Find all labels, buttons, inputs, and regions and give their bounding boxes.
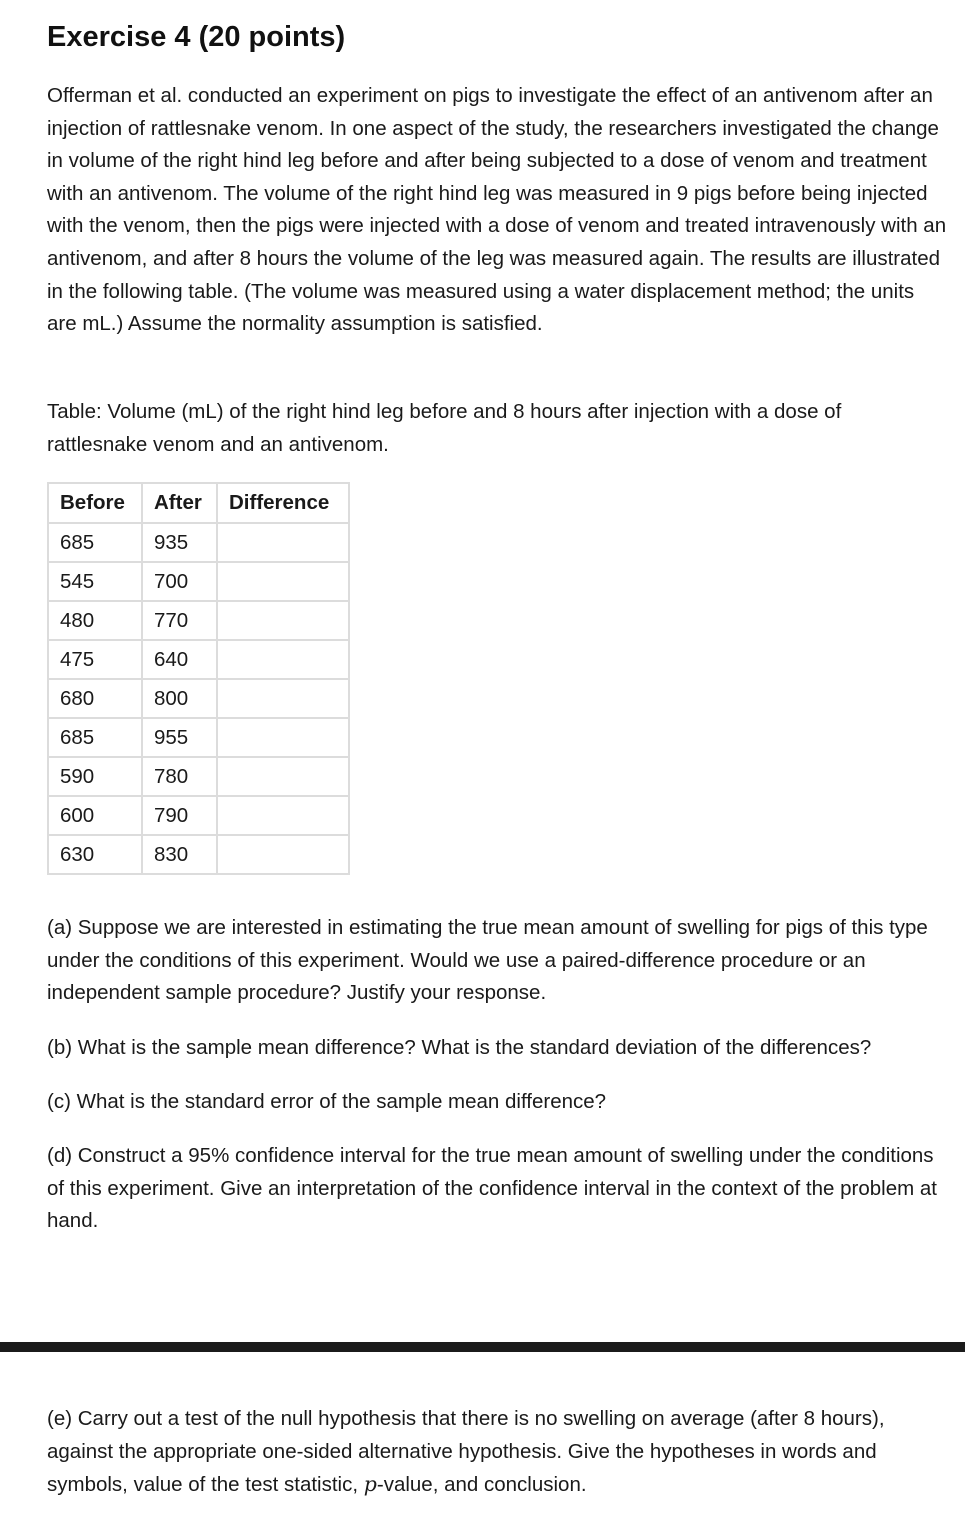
- cell-before: 480: [48, 601, 142, 640]
- question-e-text-start: (e) Carry out a test of the null hypothesis that there is no swelling on average (after 8 hours), against the appropriate one-sided alternative hypothesis. Give the hypotheses in words and symbols, value of the test statistic,: [47, 1407, 885, 1497]
- cell-after: 780: [142, 757, 217, 796]
- table-row: [48, 757, 349, 796]
- question-a: (a) Suppose we are interested in estimating the true mean amount of swelling for pigs of this type under the conditions of this experiment. Would we use a paired-difference procedure or an independent sample procedure? Justify your response.: [47, 916, 928, 1005]
- p-variable: p: [363, 1472, 377, 1497]
- header-before: Before: [48, 483, 142, 523]
- cell-before: 545: [48, 562, 142, 601]
- question-c: (c) What is the standard error of the sample mean difference?: [47, 1090, 607, 1113]
- cell-difference: [217, 679, 349, 718]
- question-e: [47, 1403, 947, 1502]
- intro-paragraph: Offerman et al. conducted an experiment on pigs to investigate the effect of an antivenom after an injection of rattlesnake venom. In one aspect of the study, the researchers investigated the change in volume of the right hind leg before and after being subjected to a dose of venom and treatment with an antivenom. The volume of the right hind leg was measured in 9 pigs before being injected with the venom, then the pigs were injected with a dose of venom and treated intravenously with an antivenom, and after 8 hours the volume of the leg was measured again. The results are illustrated in the following table. (The volume was measured using a water displacement method; the units are mL.) Assume the normality assumption is satisfied.: [47, 84, 947, 336]
- table-row: [48, 562, 349, 601]
- cell-after: 800: [142, 679, 217, 718]
- table-row: [48, 601, 349, 640]
- cell-difference: [217, 640, 349, 679]
- volume-table: [47, 482, 350, 875]
- cell-before: 475: [48, 640, 142, 679]
- cell-difference: [217, 718, 349, 757]
- cell-after: 640: [142, 640, 217, 679]
- exercise-title: Exercise 4 (20 points): [47, 21, 346, 53]
- table-row: [48, 679, 349, 718]
- cell-after: 790: [142, 796, 217, 835]
- cell-after: 955: [142, 718, 217, 757]
- table-row: [48, 796, 349, 835]
- question-b: (b) What is the sample mean difference? What is the standard deviation of the differences?: [47, 1036, 872, 1059]
- header-after: After: [142, 483, 217, 523]
- cell-after: 770: [142, 601, 217, 640]
- cell-difference: [217, 601, 349, 640]
- cell-after: 700: [142, 562, 217, 601]
- table-row: [48, 718, 349, 757]
- cell-before: 685: [48, 718, 142, 757]
- page-divider: [0, 1342, 965, 1352]
- cell-difference: [217, 562, 349, 601]
- question-e-text-end: -value, and conclusion.: [376, 1473, 587, 1497]
- cell-before: 630: [48, 835, 142, 874]
- cell-before: 680: [48, 679, 142, 718]
- table-row: [48, 835, 349, 874]
- table-header-row: [48, 483, 349, 523]
- table-caption: Table: Volume (mL) of the right hind leg before and 8 hours after injection with a dose of rattlesnake venom and an antivenom.: [47, 400, 842, 456]
- question-d: (d) Construct a 95% confidence interval for the true mean amount of swelling under the conditions of this experiment. Give an interpretation of the confidence interval in the context of the problem at hand.: [47, 1144, 937, 1233]
- cell-difference: [217, 757, 349, 796]
- cell-difference: [217, 523, 349, 562]
- cell-before: 600: [48, 796, 142, 835]
- cell-after: 935: [142, 523, 217, 562]
- cell-difference: [217, 835, 349, 874]
- cell-difference: [217, 796, 349, 835]
- table-row: [48, 640, 349, 679]
- cell-before: 590: [48, 757, 142, 796]
- cell-before: 685: [48, 523, 142, 562]
- cell-after: 830: [142, 835, 217, 874]
- table-row: [48, 523, 349, 562]
- header-difference: Difference: [217, 483, 349, 523]
